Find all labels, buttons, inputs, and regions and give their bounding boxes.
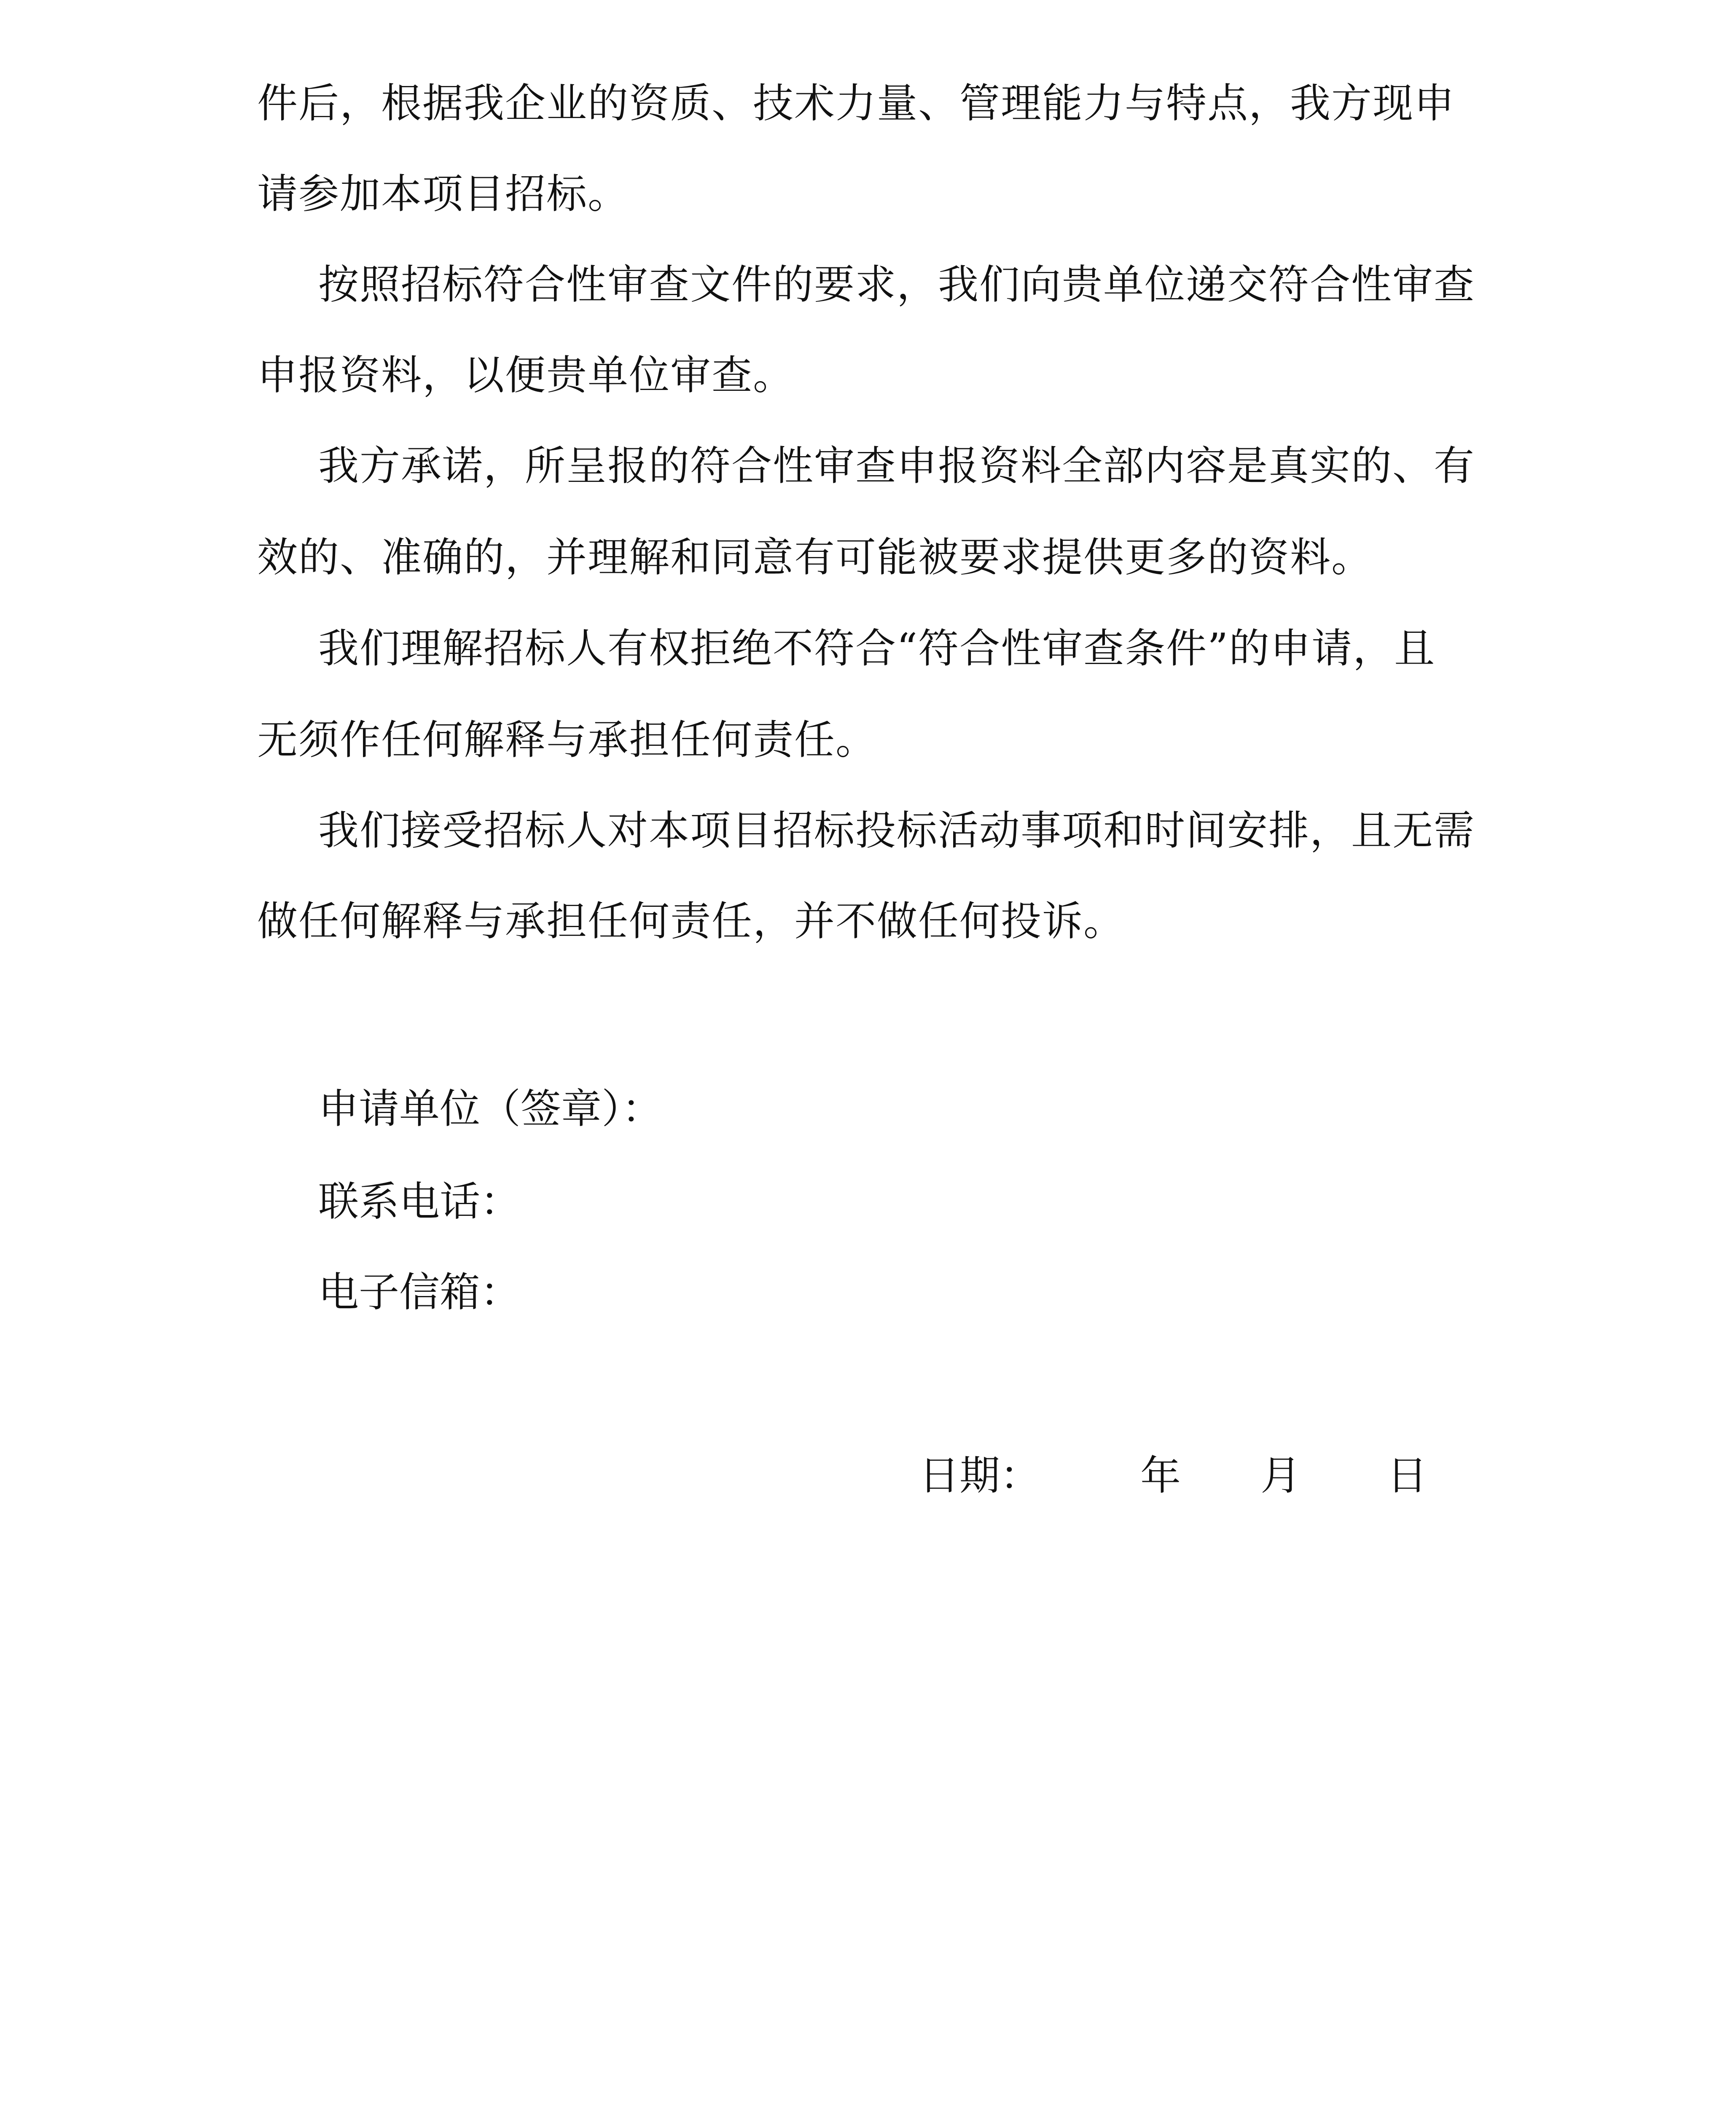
paragraph-4-line-1: 我们理解招标人有权拒绝不符合“符合性审查条件”的申请，且	[318, 625, 1436, 672]
paragraph-4-line-2: 无须作任何解释与承担任何责任。	[257, 716, 877, 764]
paragraph-5-line-2: 做任何解释与承担任何责任，并不做任何投诉。	[257, 898, 1125, 945]
paragraph-3-line-2: 效的、准确的，并理解和同意有可能被要求提供更多的资料。	[257, 534, 1373, 581]
date-day-unit: 日	[1387, 1452, 1427, 1499]
paragraph-5-line-1: 我们接受招标人对本项目招标投标活动事项和时间安排，且无需	[318, 807, 1475, 854]
paragraph-1-line-1: 件后，根据我企业的资质、技术力量、管理能力与特点，我方现申	[257, 80, 1455, 127]
paragraph-3-line-1: 我方承诺，所呈报的符合性审查申报资料全部内容是真实的、有	[318, 442, 1475, 489]
email-field: 电子信箱：	[318, 1269, 521, 1316]
paragraph-2-line-2: 申报资料，以便贵单位审查。	[257, 352, 794, 399]
contact-phone-field: 联系电话：	[318, 1178, 521, 1225]
date-year-unit: 年	[1140, 1452, 1181, 1499]
applicant-seal-field: 申请单位（签章）：	[318, 1085, 662, 1132]
date-label: 日期：	[919, 1452, 1040, 1499]
paragraph-2-line-1: 按照招标符合性审查文件的要求，我们向贵单位递交符合性审查	[318, 261, 1475, 308]
paragraph-1-line-2: 请参加本项目招标。	[257, 170, 629, 218]
date-month-unit: 月	[1260, 1452, 1301, 1499]
